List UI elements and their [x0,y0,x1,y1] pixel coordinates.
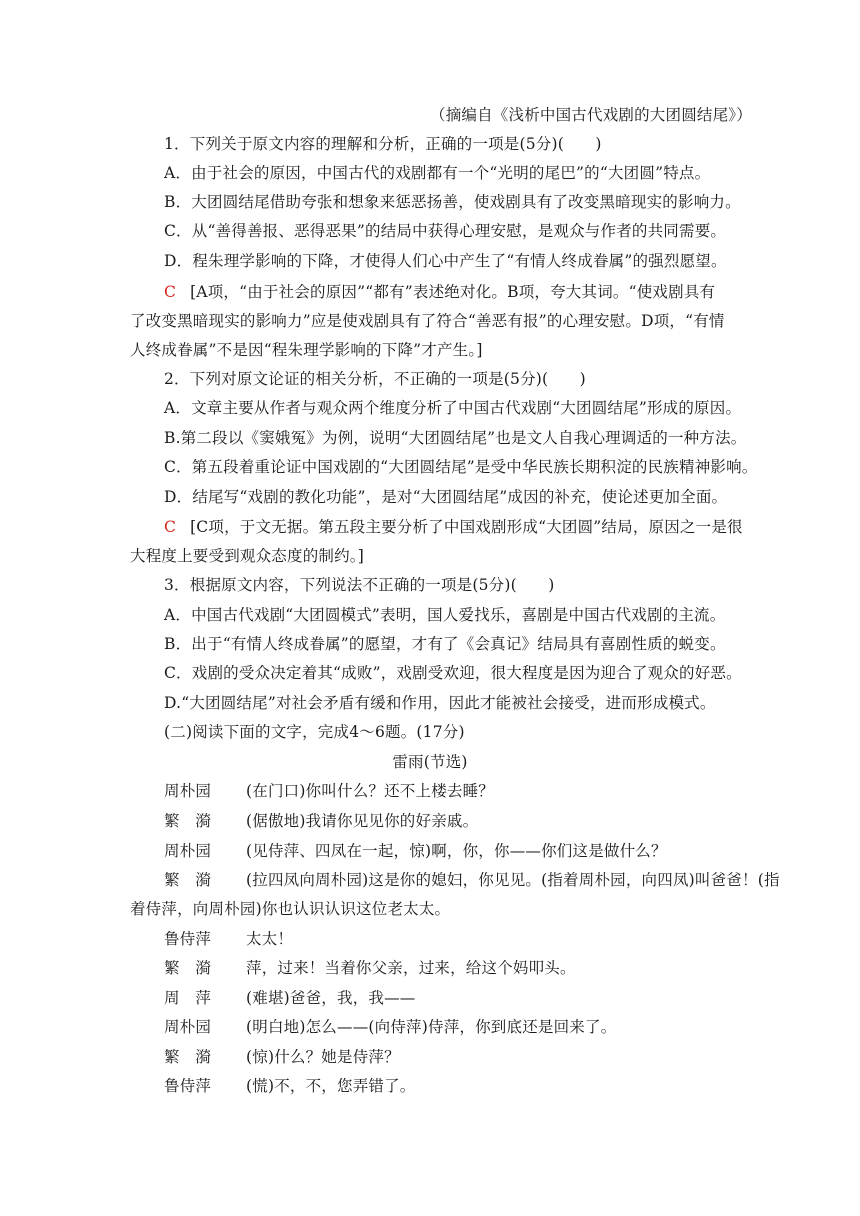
speaker: 繁 漪 [164,871,212,889]
speaker: 周 萍 [164,989,212,1007]
source-citation: （摘编自《浅析中国古代戏剧的大团圆结尾》） [430,106,752,124]
q2-answer: C [164,518,177,536]
q1-answer-line [164,281,715,303]
q1-option-d: D．程朱理学影响的下降，才使得人们心中产生了“有情人终成眷属”的强烈愿望。 [164,252,727,270]
line-text: (见侍萍、四凤在一起，惊)啊，你，你——你们这是做什么？ [246,842,667,860]
speaker: 周朴园 [164,842,212,860]
line-text: (明白地)怎么——(向侍萍)侍萍，你到底还是回来了。 [246,1018,617,1036]
q2-answer-line [164,516,743,538]
q2-option-c: C．第五段着重论证中国戏剧的“大团圆结尾”是受中华民族长期积淀的民族精神影响。 [164,458,758,476]
q3-option-d: D.“大团圆结尾”对社会矛盾有缓和作用，因此才能被社会接受，进而形成模式。 [164,694,716,712]
q2-option-a: A．文章主要从作者与观众两个维度分析了中国古代戏剧“大团圆结尾”形成的原因。 [164,399,742,417]
q3-option-b: B．出于“有情人终成眷属”的愿望，才有了《会真记》结局具有喜剧性质的蜕变。 [164,635,726,653]
speaker: 繁 漪 [164,1048,212,1066]
dialogue-line [164,1016,616,1038]
dialogue-line-continued: 着侍萍，向周朴园)你也认识认识这位老太太。 [130,900,451,918]
dialogue-line [164,957,576,979]
speaker: 鲁侍萍 [164,930,212,948]
section-2-heading: (二)阅读下面的文字，完成4～6题。(17分) [164,723,465,741]
speaker: 鲁侍萍 [164,1077,212,1095]
line-text: (惊)什么？她是侍萍？ [246,1048,400,1066]
speaker: 繁 漪 [164,959,212,977]
q1-option-c: C．从“善得善报、恶得恶果”的结局中获得心理安慰，是观众与作者的共同需要。 [164,222,727,240]
line-text: 太太！ [246,930,294,948]
line-text: (拉四凤向周朴园)这是你的媳妇，你见见。(指着周朴园，向四凤)叫爸爸！(指 [246,871,780,889]
q3-option-a: A．中国古代戏剧“大团圆模式”表明，国人爱找乐，喜剧是中国古代戏剧的主流。 [164,606,726,624]
line-text: (在门口)你叫什么？还不上楼去睡？ [246,782,494,800]
q1-answer: C [164,283,177,301]
play-title: 雷雨(节选) [392,753,468,771]
q2-explanation-2: 大程度上要受到观众态度的制约。] [130,547,364,565]
line-text: (倨傲地)我请你见见你的好亲戚。 [246,812,479,830]
q3-stem: 3．根据原文内容，下列说法不正确的一项是(5分)( ) [164,576,555,594]
line-text: (难堪)爸爸，我，我—— [246,989,416,1007]
q1-option-b: B．大团圆结尾借助夸张和想象来惩恶扬善，使戏剧具有了改变黑暗现实的影响力。 [164,193,741,211]
speaker: 繁 漪 [164,812,212,830]
dialogue-line [164,987,416,1009]
dialogue-line [164,1075,416,1097]
q2-option-b: B.第二段以《窦娥冤》为例，说明“大团圆结尾”也是文人自我心理调适的一种方法。 [164,429,747,447]
line-text: (慌)不，不，您弄错了。 [246,1077,416,1095]
dialogue-line [164,928,293,950]
line-text: 萍，过来！当着你父亲，过来，给这个妈叩头。 [246,959,576,977]
dialogue-line [164,869,780,891]
dialogue-line [164,1046,400,1068]
q2-explanation-1: [C项，于文无据。第五段主要分析了中国戏剧形成“大团圆”结局，原因之一是很 [190,518,743,536]
q1-explanation-2: 了改变黑暗现实的影响力”应是使戏剧具有了符合“善恶有报”的心理安慰。D项，“有情 [130,312,725,330]
q1-stem: 1．下列关于原文内容的理解和分析，正确的一项是(5分)( ) [164,135,602,153]
q1-explanation-1: [A项，“由于社会的原因”“都有”表述绝对化。B项，夸大其词。“使戏剧具有 [190,283,716,301]
dialogue-line [164,840,667,862]
q3-option-c: C．戏剧的受众决定着其“成败”，戏剧受欢迎，很大程度是因为迎合了观众的好恶。 [164,664,742,682]
dialogue-line [164,810,478,832]
q1-option-a: A．由于社会的原因，中国古代的戏剧都有一个“光明的尾巴”的“大团圆”特点。 [164,164,711,182]
speaker: 周朴园 [164,1018,212,1036]
dialogue-line [164,780,494,802]
q2-stem: 2．下列对原文论证的相关分析，不正确的一项是(5分)( ) [164,370,586,388]
q1-explanation-3: 人终成眷属”不是因“程朱理学影响的下降”才产生。] [130,341,483,359]
speaker: 周朴园 [164,782,212,800]
q2-option-d: D．结尾写“戏剧的教化功能”，是对“大团圆结尾”成因的补充，使论述更加全面。 [164,488,728,506]
